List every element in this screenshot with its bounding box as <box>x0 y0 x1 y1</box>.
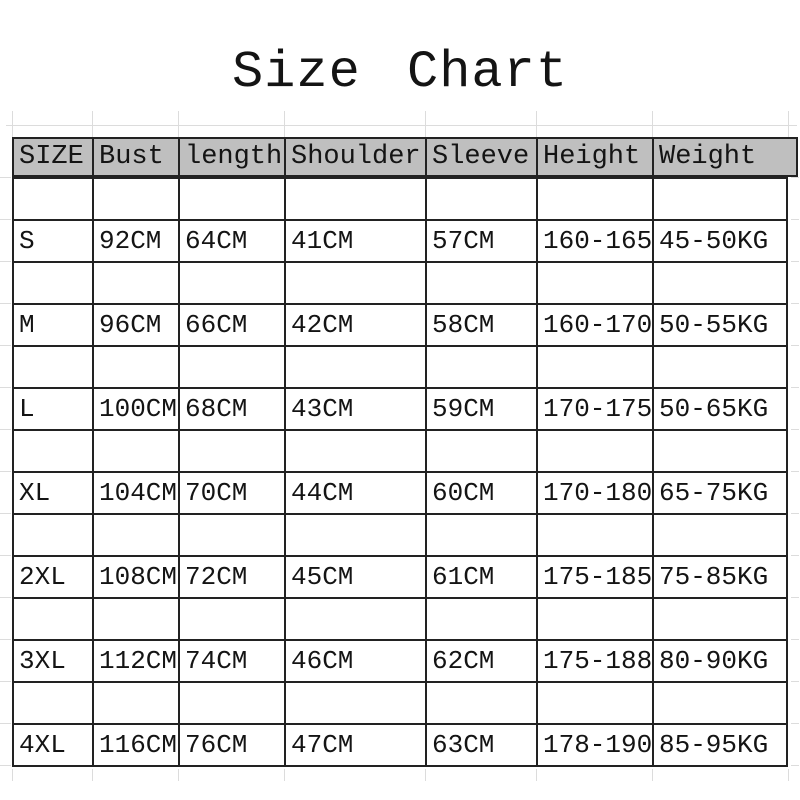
header-cell-weight: Weight <box>654 139 796 175</box>
cell-xl-size: XL <box>14 473 92 513</box>
spacer-cell <box>286 515 425 555</box>
spacer-cell <box>286 683 425 723</box>
cell-3xl-height: 175-188 <box>538 641 652 681</box>
cell-m-sleeve: 58CM <box>427 305 536 345</box>
spacer-cell <box>538 263 652 303</box>
cell-3xl-length: 74CM <box>180 641 284 681</box>
cell-xl-sleeve: 60CM <box>427 473 536 513</box>
cell-xl-bust: 104CM <box>94 473 178 513</box>
spacer-cell <box>14 599 92 639</box>
spacer-cell <box>14 179 92 219</box>
spacer-cell <box>180 179 284 219</box>
spacer-cell <box>14 683 92 723</box>
cell-3xl-sleeve: 62CM <box>427 641 536 681</box>
cell-l-shoulder: 43CM <box>286 389 425 429</box>
cell-4xl-height: 178-190 <box>538 725 652 765</box>
spacer-cell <box>654 599 786 639</box>
cell-s-weight: 45-50KG <box>654 221 786 261</box>
spacer-cell <box>180 599 284 639</box>
cell-2xl-length: 72CM <box>180 557 284 597</box>
size-chart-table-body <box>12 177 788 767</box>
spacer-cell <box>94 599 178 639</box>
spacer-cell <box>94 683 178 723</box>
spacer-cell <box>180 431 284 471</box>
cell-2xl-weight: 75-85KG <box>654 557 786 597</box>
cell-l-weight: 50-65KG <box>654 389 786 429</box>
cell-4xl-weight: 85-95KG <box>654 725 786 765</box>
cell-m-shoulder: 42CM <box>286 305 425 345</box>
cell-l-bust: 100CM <box>94 389 178 429</box>
spacer-cell <box>14 263 92 303</box>
cell-m-weight: 50-55KG <box>654 305 786 345</box>
spacer-cell <box>654 347 786 387</box>
spacer-cell <box>14 515 92 555</box>
cell-3xl-size: 3XL <box>14 641 92 681</box>
spacer-cell <box>94 263 178 303</box>
cell-s-bust: 92CM <box>94 221 178 261</box>
spacer-cell <box>427 179 536 219</box>
spacer-cell <box>654 431 786 471</box>
spacer-cell <box>538 431 652 471</box>
cell-s-length: 64CM <box>180 221 284 261</box>
cell-2xl-shoulder: 45CM <box>286 557 425 597</box>
cell-m-height: 160-170 <box>538 305 652 345</box>
spacer-cell <box>94 347 178 387</box>
spacer-cell <box>427 683 536 723</box>
cell-xl-length: 70CM <box>180 473 284 513</box>
spacer-cell <box>180 347 284 387</box>
cell-s-shoulder: 41CM <box>286 221 425 261</box>
cell-4xl-length: 76CM <box>180 725 284 765</box>
header-cell-height: Height <box>538 139 652 175</box>
spacer-cell <box>654 683 786 723</box>
cell-l-height: 170-175 <box>538 389 652 429</box>
spacer-cell <box>427 347 536 387</box>
spacer-cell <box>14 347 92 387</box>
spacer-cell <box>94 515 178 555</box>
spacer-cell <box>427 599 536 639</box>
spacer-cell <box>286 431 425 471</box>
cell-4xl-shoulder: 47CM <box>286 725 425 765</box>
cell-xl-weight: 65-75KG <box>654 473 786 513</box>
spacer-cell <box>427 431 536 471</box>
cell-l-size: L <box>14 389 92 429</box>
cell-4xl-size: 4XL <box>14 725 92 765</box>
cell-l-length: 68CM <box>180 389 284 429</box>
cell-xl-shoulder: 44CM <box>286 473 425 513</box>
header-cell-length: length <box>180 139 284 175</box>
cell-2xl-size: 2XL <box>14 557 92 597</box>
spacer-cell <box>286 179 425 219</box>
page-title: Size Chart <box>231 43 569 102</box>
header-cell-sleeve: Sleeve <box>427 139 536 175</box>
spacer-cell <box>538 179 652 219</box>
cell-s-sleeve: 57CM <box>427 221 536 261</box>
cell-3xl-bust: 112CM <box>94 641 178 681</box>
spacer-cell <box>538 515 652 555</box>
cell-2xl-sleeve: 61CM <box>427 557 536 597</box>
header-cell-shoulder: Shoulder <box>286 139 425 175</box>
spacer-cell <box>654 515 786 555</box>
spacer-cell <box>538 599 652 639</box>
spacer-cell <box>286 347 425 387</box>
spacer-cell <box>286 263 425 303</box>
cell-4xl-bust: 116CM <box>94 725 178 765</box>
cell-3xl-weight: 80-90KG <box>654 641 786 681</box>
spacer-cell <box>654 179 786 219</box>
spacer-cell <box>427 263 536 303</box>
cell-2xl-height: 175-185 <box>538 557 652 597</box>
cell-m-size: M <box>14 305 92 345</box>
spacer-cell <box>538 683 652 723</box>
cell-m-bust: 96CM <box>94 305 178 345</box>
header-cell-bust: Bust <box>94 139 178 175</box>
spacer-cell <box>94 431 178 471</box>
size-chart-header-row <box>12 137 798 177</box>
spacer-cell <box>286 599 425 639</box>
cell-s-size: S <box>14 221 92 261</box>
cell-s-height: 160-165 <box>538 221 652 261</box>
spacer-cell <box>180 515 284 555</box>
spacer-cell <box>180 683 284 723</box>
spacer-cell <box>180 263 284 303</box>
cell-4xl-sleeve: 63CM <box>427 725 536 765</box>
spacer-cell <box>538 347 652 387</box>
spacer-cell <box>427 515 536 555</box>
spacer-cell <box>14 431 92 471</box>
spacer-cell <box>94 179 178 219</box>
cell-xl-height: 170-180 <box>538 473 652 513</box>
cell-m-length: 66CM <box>180 305 284 345</box>
cell-3xl-shoulder: 46CM <box>286 641 425 681</box>
spacer-cell <box>654 263 786 303</box>
header-cell-size: SIZE <box>14 139 92 175</box>
cell-l-sleeve: 59CM <box>427 389 536 429</box>
cell-2xl-bust: 108CM <box>94 557 178 597</box>
